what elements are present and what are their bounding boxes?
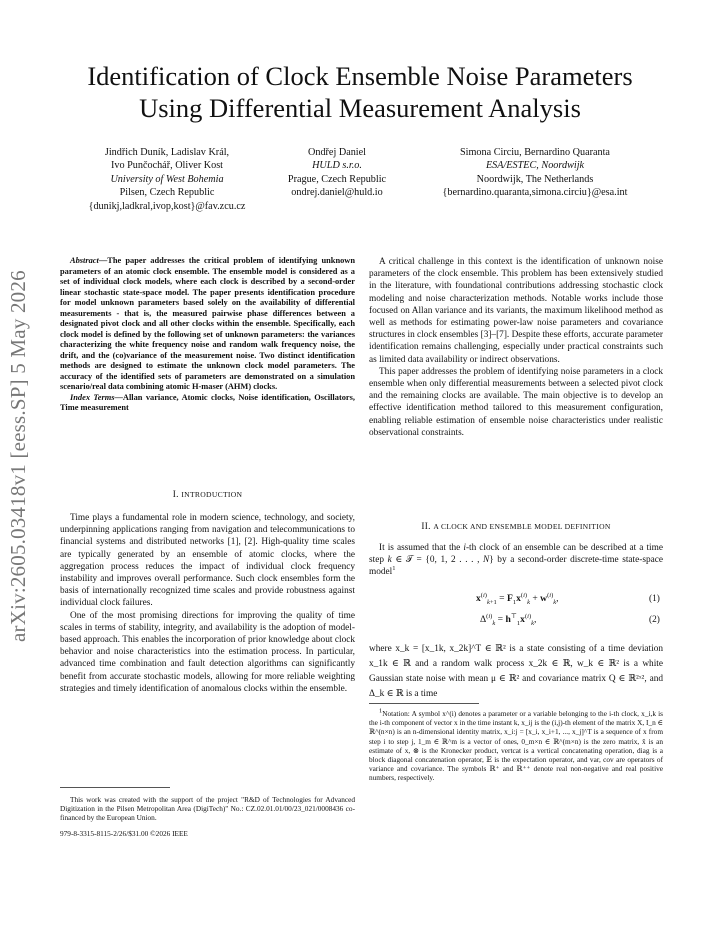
right-column-intro: A critical challenge in this context is the identification of unknown noise parameters of the clock ensemble. This problem has been extensively studied in the literature, with foundational contributions addressing stochastic clock modeling and noise characterization methods. Notable works include those focused on Allan variance and its variants, the maximum likelihood method as well as methods for estimating power-law noise parameters and covariance structures in clock ensembles [3]–[7]. Despite these efforts, accurate parameter identification remains challenging, especially under practical constraints such as limited data availability or indirect observations. This paper addresses the problem of identifying noise parameters in a clock ensemble when only differential measurements between a selected pivot clock and the remaining clocks are available. The main objective is to develop an effective identification method tailored to this measurement configuration, enabling reliable estimation of ensemble noise characteristics under realistic observational constraints. <box>369 257 663 438</box>
section-1-heading: I. INTRODUCTION <box>172 490 243 500</box>
paper-title: Identification of Clock Ensemble Noise Parameters Using Differential Measurement Analysis <box>87 61 633 123</box>
index-terms: Index Terms—Allan variance, Atomic clocks, Noise identification, Oscillators, Time measurement <box>60 392 355 412</box>
author-block-1: Jindřich Duník, Ladislav Král, Ivo Punčochář, Oliver Kost University of West Bohemia Pilsen, Czech Republic {dunikj,ladkral,ivop,kost}@fav.zcu.cz <box>88 147 246 212</box>
section-2-intro: It is assumed that the i-th clock of an ensemble can be described at a time step k ∈ 𝒯 = {0, 1, 2 . . . , N} by a second-order discrete-time state-space model$^1$ <box>369 543 663 578</box>
equation-1: $x^{(i)}_{k+1} = F_1x^{(i)}_k + w^{(i)}_k$, <box>476 591 559 606</box>
introduction-body: Time plays a fundamental role in modern science, technology, and society, underpinning applications ranging from navigation and telecommunications to financial systems and distributed networks [1], [2]. High-quality time scales are typically generated by an ensemble of atomic clocks, where the aggregation process reduces the impact of individual clock frequency instability and improves overall performance. Such clock ensembles form the basis of internationally recognized time scales and provide robustness against individual clock failures. One of the most promising directions for improving the quality of time scales in terms of stability, integrity, and availability is the adoption of model-based approach. This enables the incorporation of prior knowledge about clock behavior and noise characteristics into the estimation process. In particular, advanced time combination and fault detection algorithms can significantly benefit from accurate stochastic models, allowing for more reliable weighting strategies and timely identification of anomalous clocks within the ensemble. <box>60 513 355 694</box>
arxiv-stamp: arXiv:2605.03418v1 [eess.SP] 5 May 2026 <box>6 270 30 642</box>
funding-note: This work was created with the support of the project "R&D of Technologies for Advanced Digitization in the Pilsen Metropolitan Area (DigiTech)" No.: CZ.02.01.01/00/23_021/0008436 co-financed by the European Union. <box>60 795 355 823</box>
author-block-2: Ondřej Daniel HULD s.r.o. Prague, Czech Republic ondrej.daniel@huld.io <box>287 147 387 199</box>
footnote-notation: $^1$Notation: A symbol x^(i) denotes a parameter or a variable belonging to the i-th clock, x_i,k is the i-th component of vector x in the time instant k, x_ij is the (i,j)-th element of the matrix X, I_n ∈ ℝ^(n×n) is an n-dimensional identity matrix, x_i:j = [x_i, x_i+1, ..., x_j]^T is a sequence of x from step i to step j, 1_m ∈ ℝ^m is a vector of ones, 0_m×n ∈ ℝ^(m×n) is the zero matrix, x̂ is an estimate of x, ⊗ is the Kronecker product, vertcat is a vertical concatenating operation, diag is a block diagonal concatenation operator, 𝔼 is the expectation operator, and var, cov are operators of variance and covariance. The symbols ℝ⁺ and ℝ⁺⁺ denote real non-negative and real positive numbers, respectively. <box>369 707 663 783</box>
abstract: Abstract—The paper addresses the critical problem of identifying unknown parameters of an atomic clock ensemble. The ensemble model is considered as a set of individual clock models, where each clock is described by a second-order linear stochastic state-space model. The paper presents identification procedure for model unknown parameters based solely on the availability of differential measurements - that is, the measured pairwise phase differences between a designated pivot clock and all other clocks within the ensemble. Specifically, each clock model is defined by the following set of unknown parameters: the variances characterizing the white frequency noise and random walk frequency noise, the drift, and the (co)variance of the measurement noise. Two distinct identification methods are designed to estimate the unknown clock model parameters. The accuracy of the identified sets of parameters are demonstrated on a simulation scenario/real data combining atomic H-maser (AHM) clocks. <box>60 256 355 391</box>
where-paragraph: where x_k = [x_1k, x_2k]^T ∈ ℝ² is a state consisting of a time deviation x_1k ∈ ℝ and a random walk process x_2k ∈ ℝ, w_k ∈ ℝ² is a white Gaussian state noise with mean μ ∈ ℝ² and covariance matrix Q ∈ ℝ²ˣ², and Δ_k ∈ ℝ is a time <box>369 644 663 699</box>
footnote-rule-right <box>369 703 479 704</box>
footnote-rule-left <box>60 787 170 788</box>
equation-2: $\Delta^{(i)}_k = h^⊤_1x^{(i)}_k$, <box>480 612 537 627</box>
equation-1-number: (1) <box>649 594 660 604</box>
copyright: 979-8-3315-8115-2/26/$31.00 ©2026 IEEE <box>60 829 188 838</box>
equation-2-number: (2) <box>649 615 660 625</box>
section-2-heading: II. A CLOCK AND ENSEMBLE MODEL DEFINITION <box>421 522 611 532</box>
author-block-3: Simona Circiu, Bernardino Quaranta ESA/ESTEC, Noordwijk Noordwijk, The Netherlands {bernardino.quaranta,simona.circiu}@esa.int <box>442 147 628 199</box>
left-column <box>60 256 355 414</box>
